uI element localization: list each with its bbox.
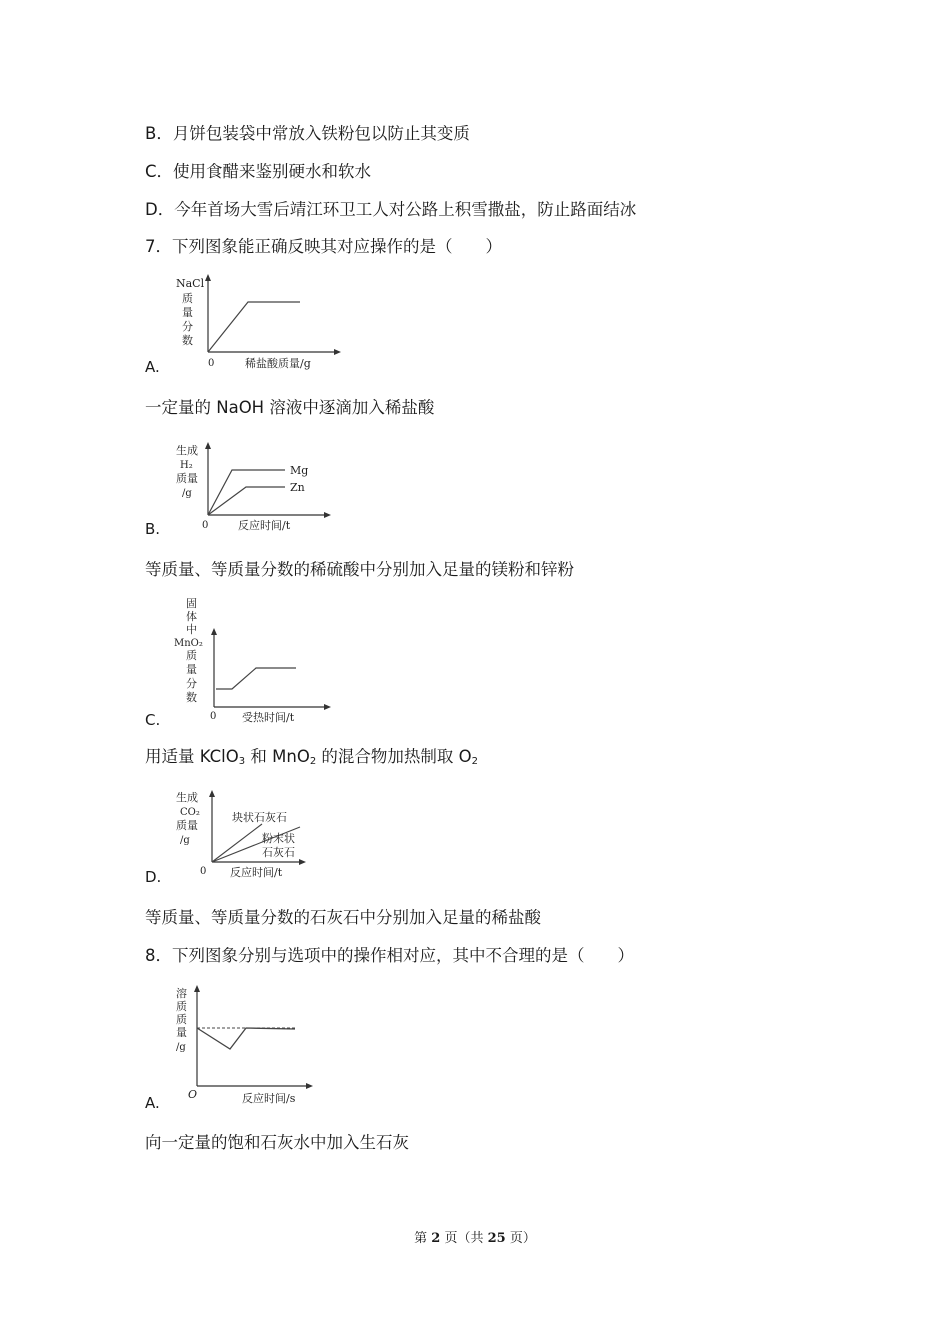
y-axis-arrow	[194, 985, 200, 992]
footer-text: 页）	[505, 1231, 536, 1246]
option-6c: C．使用食醋来鉴别硬水和软水	[145, 162, 372, 181]
footer-text: 第	[414, 1231, 432, 1246]
option-7a-text: 一定量的 NaOH 溶液中逐滴加入稀盐酸	[145, 398, 435, 417]
footer-text: 页（共	[440, 1231, 488, 1246]
option-8a: A.	[145, 1094, 160, 1112]
option-label: C.	[145, 711, 161, 729]
question-8: 8．下列图象分别与选项中的操作相对应，其中不合理的是（ ）	[145, 946, 634, 965]
figure-8a	[170, 982, 350, 1107]
x-label: 稀盐酸质量/g	[245, 357, 311, 370]
series-label-mg: Mg	[290, 464, 309, 477]
series-label-zn: Zn	[290, 481, 305, 494]
y-label: 质量	[176, 819, 198, 832]
y-label: 体	[186, 610, 197, 623]
x-label: 反应时间/s	[242, 1092, 296, 1105]
series-label-powder: 石灰石	[262, 846, 295, 859]
y-label: 生成	[176, 444, 198, 457]
option-7d-text: 等质量、等质量分数的石灰石中分别加入足量的稀盐酸	[145, 908, 541, 927]
option-8a-text: 向一定量的饱和石灰水中加入生石灰	[145, 1133, 409, 1152]
subscript: 3	[238, 756, 246, 767]
subscript: 2	[309, 756, 317, 767]
figure-7b	[170, 440, 350, 535]
y-label: 分	[182, 320, 193, 333]
figure-7c	[170, 595, 350, 730]
y-label: MnO₂	[174, 638, 203, 649]
series-powder	[212, 824, 262, 862]
text-part: 用适量 KClO	[145, 747, 239, 766]
y-label: /g	[182, 488, 192, 499]
y-label: /g	[176, 1042, 186, 1053]
text-part: 和 MnO	[245, 747, 310, 766]
origin-label: 0	[208, 358, 215, 369]
text-part: 的混合物加热制取 O	[316, 747, 472, 766]
origin-label: O	[188, 1088, 198, 1101]
subscript: 2	[471, 756, 479, 767]
page-number: 2	[431, 1231, 441, 1246]
curve	[197, 1028, 295, 1049]
option-7a: A.	[145, 358, 160, 376]
x-axis-arrow	[324, 512, 331, 518]
y-label: 溶	[176, 987, 187, 1000]
option-6d: D．今年首场大雪后靖江环卫工人对公路上积雪撒盐，防止路面结冰	[145, 200, 637, 219]
question-7: 7．下列图象能正确反映其对应操作的是（ ）	[145, 237, 502, 256]
option-6b: B．月饼包装袋中常放入铁粉包以防止其变质	[145, 124, 470, 143]
origin-label: 0	[202, 520, 209, 531]
y-label: 分	[186, 677, 197, 690]
x-axis-arrow	[306, 1083, 313, 1089]
x-label: 受热时间/t	[242, 711, 295, 724]
y-label: 固	[186, 597, 197, 610]
y-label: 中	[186, 623, 197, 636]
x-label: 反应时间/t	[238, 519, 291, 532]
y-label: 量	[176, 1026, 187, 1039]
series-mg	[208, 470, 285, 515]
figure-7d	[170, 785, 350, 885]
y-label: 量	[186, 663, 197, 676]
curve	[208, 302, 300, 352]
y-label: 质	[186, 649, 197, 662]
option-7b: B.	[145, 520, 161, 538]
x-axis-arrow	[299, 859, 306, 865]
y-label: 数	[186, 691, 197, 704]
y-axis-arrow	[205, 274, 211, 281]
series-zn	[208, 487, 285, 515]
y-label: 数	[182, 334, 193, 347]
page-total: 25	[487, 1231, 506, 1246]
y-axis-arrow	[211, 628, 217, 635]
y-label: NaCl	[176, 277, 205, 290]
y-label: 质	[176, 1000, 187, 1013]
x-axis-arrow	[324, 704, 331, 710]
option-7b-text: 等质量、等质量分数的稀硫酸中分别加入足量的镁粉和锌粉	[145, 560, 574, 579]
y-label: 质	[182, 292, 193, 305]
y-label: 质量	[176, 472, 198, 485]
y-label: H₂	[180, 460, 193, 471]
page-footer	[0, 1227, 950, 1246]
y-label: 生成	[176, 791, 198, 804]
y-axis-arrow	[209, 790, 215, 797]
series-label-powder: 粉末状	[262, 832, 295, 845]
series-label-lump: 块状石灰石	[232, 811, 287, 824]
y-label: 量	[182, 306, 193, 319]
y-label: 质	[176, 1013, 187, 1026]
origin-label: 0	[200, 866, 207, 877]
origin-label: 0	[210, 711, 217, 722]
figure-7a	[170, 272, 350, 372]
option-7d: D.	[145, 868, 162, 886]
curve	[216, 668, 296, 689]
y-label: CO₂	[180, 807, 200, 818]
y-label: /g	[180, 835, 190, 846]
x-label: 反应时间/t	[230, 866, 283, 879]
x-axis-arrow	[334, 349, 341, 355]
option-7c-text	[145, 745, 478, 769]
option-7c	[145, 710, 160, 730]
y-axis-arrow	[205, 442, 211, 449]
